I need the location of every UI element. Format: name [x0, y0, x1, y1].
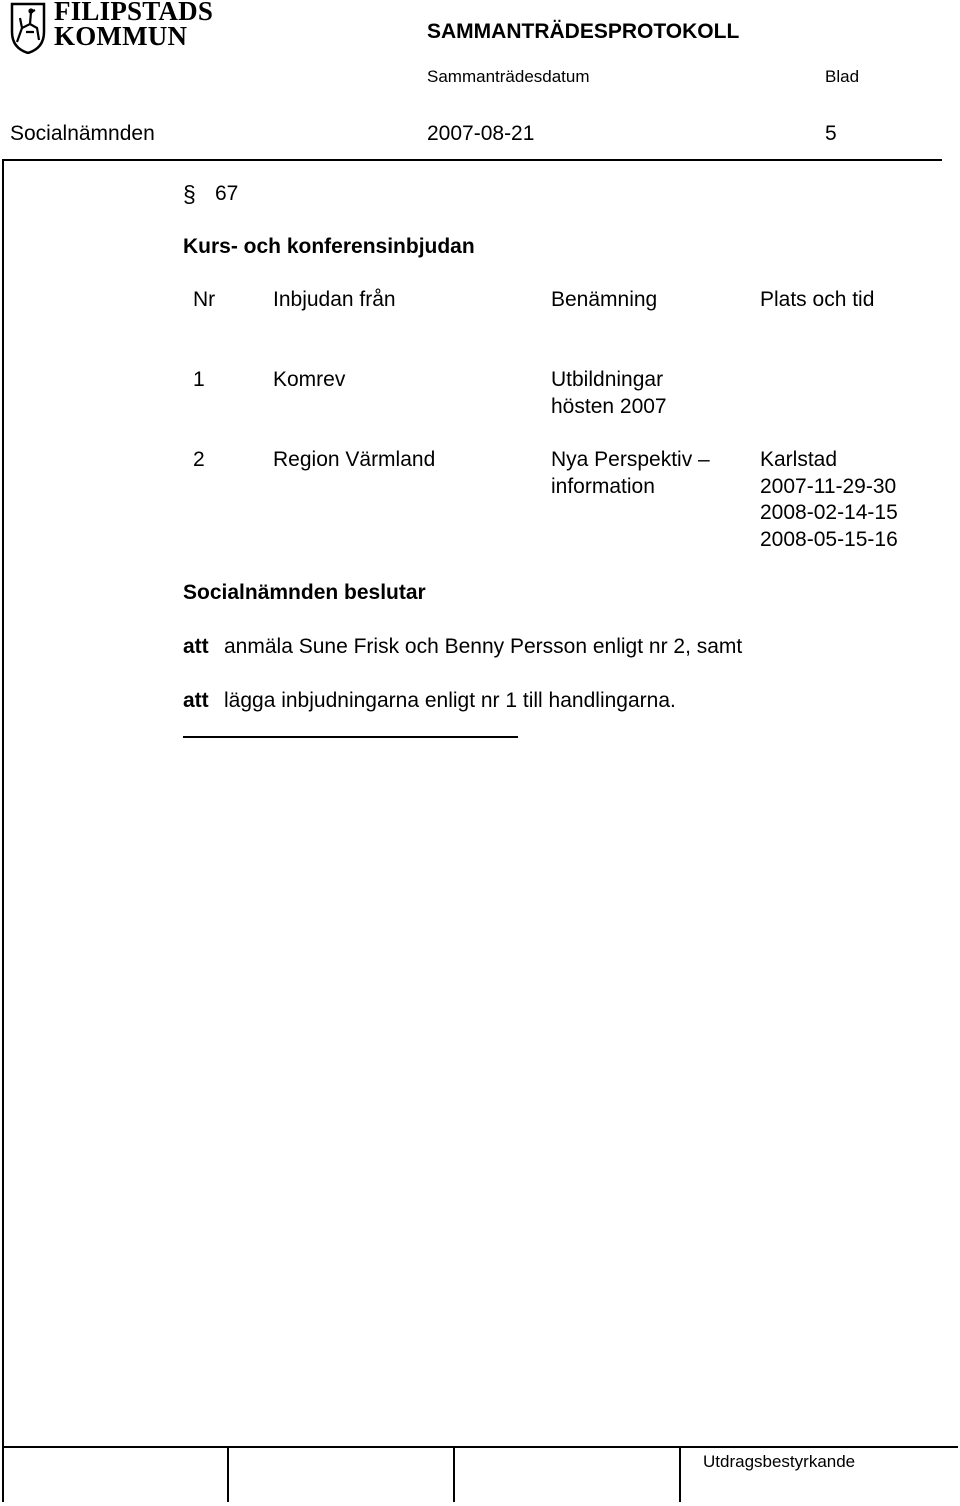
name-line: hösten 2007: [551, 394, 667, 418]
decision-item-2: [183, 689, 209, 713]
column-header-name: Benämning: [551, 288, 658, 311]
certification-label: Utdragsbestyrkande: [703, 1452, 856, 1471]
place-line: Karlstad: [760, 448, 838, 471]
paragraph-sign: §: [183, 181, 196, 207]
date-line: 2007-11-29-30: [760, 474, 897, 498]
coat-of-arms-icon: [10, 2, 46, 54]
page-label: Blad: [825, 67, 860, 86]
section-title: Kurs- och konferensinbjudan: [183, 235, 475, 258]
date-line: 2008-05-15-16: [760, 527, 898, 551]
meeting-date: 2007-08-21: [427, 122, 535, 145]
footer-divider: [679, 1446, 681, 1502]
table-row-2-from: Region Värmland: [273, 448, 436, 471]
frame-top-rule: [2, 159, 942, 161]
table-row-2-place-time: [760, 447, 898, 553]
decision-item-2-text: lägga inbjudningarna enligt nr 1 till handlingarna.: [224, 689, 676, 712]
footer-top-rule: [2, 1446, 958, 1448]
decision-item-1: [183, 635, 209, 659]
column-header-place-time: Plats och tid: [760, 288, 875, 311]
column-header-nr: Nr: [193, 288, 216, 311]
name-line: Nya Perspektiv –: [551, 448, 710, 471]
att-keyword: att: [183, 635, 209, 658]
end-rule: [183, 736, 518, 738]
footer-divider: [227, 1446, 229, 1502]
date-label: Sammanträdesdatum: [427, 67, 590, 86]
paragraph-number: 67: [215, 182, 239, 205]
column-header-from: Inbjudan från: [273, 288, 396, 311]
name-line: information: [551, 474, 655, 498]
att-keyword: att: [183, 689, 209, 712]
table-row-1-from: Komrev: [273, 368, 346, 391]
document-title: SAMMANTRÄDESPROTOKOLL: [427, 20, 740, 43]
decision-heading: Socialnämnden beslutar: [183, 581, 426, 604]
frame-left-rule: [2, 160, 4, 1502]
footer-divider: [453, 1446, 455, 1502]
page-number: 5: [825, 122, 837, 145]
municipality-name: FILIPSTADS KOMMUN: [54, 0, 214, 51]
date-line: 2008-02-14-15: [760, 501, 898, 524]
table-row-2-name: [551, 447, 710, 500]
table-row-2-nr: 2: [193, 448, 205, 471]
committee-name: Socialnämnden: [10, 122, 155, 145]
table-row-1-nr: 1: [193, 368, 205, 391]
table-row-1-name: [551, 367, 667, 420]
municipality-logo: [10, 2, 215, 56]
name-line: Utbildningar: [551, 368, 664, 391]
decision-item-1-text: anmäla Sune Frisk och Benny Persson enligt nr 2, samt: [224, 635, 743, 658]
